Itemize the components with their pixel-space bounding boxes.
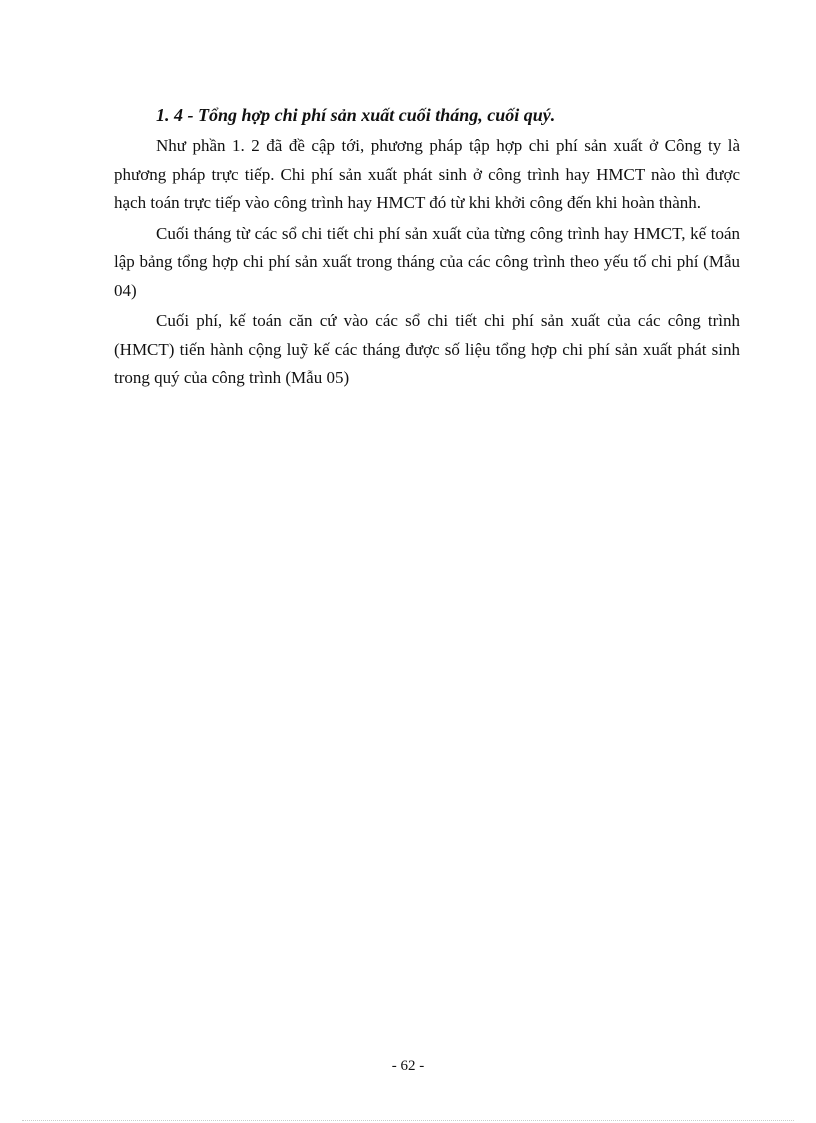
page-number: - 62 - bbox=[391, 1058, 425, 1074]
page-bottom-divider bbox=[22, 1120, 794, 1121]
paragraph-1: Như phần 1. 2 đã đề cập tới, phương pháp tập hợp chi phí sản xuất ở Công ty là phương pháp trực tiếp. Chi phí sản xuất phát sinh ở công trình hay HMCT nào thì được hạch toán trực tiếp vào công trình hay HMCT đó từ khi khởi công đến khi hoàn thành. bbox=[114, 136, 740, 212]
paragraph-3: Cuối phí, kế toán căn cứ vào các sổ chi tiết chi phí sản xuất của các công trình (HMCT) tiến hành cộng luỹ kế các tháng được số liệu tổng hợp chi phí sản xuất phát sinh trong quý của công trình (Mẫu 05) bbox=[114, 311, 740, 387]
paragraph-2: Cuối tháng từ các sổ chi tiết chi phí sản xuất của từng công trình hay HMCT, kế toán lập bảng tổng hợp chi phí sản xuất trong tháng của các công trình theo yếu tố chi phí (Mẫu 04) bbox=[114, 223, 740, 300]
page-content bbox=[114, 102, 740, 395]
section-heading: 1. 4 - Tổng hợp chi phí sản xuất cuối tháng, cuối quý. bbox=[156, 105, 556, 125]
